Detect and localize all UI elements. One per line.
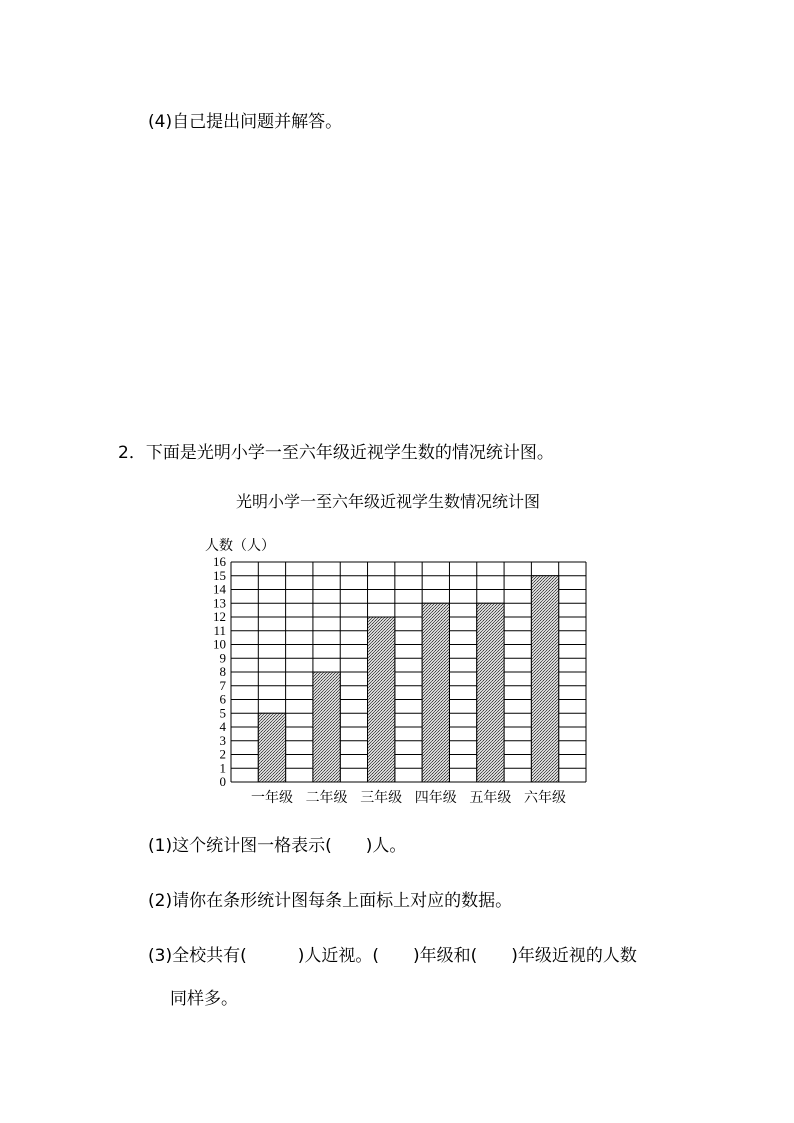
bar-chart [195,482,605,812]
y-tick-label: 14 [213,581,226,597]
y-tick-label: 10 [213,636,226,652]
x-tick-label: 六年级 [524,790,567,806]
question-2-part-3-line-1: (3)全校共有( )人近视。( )年级和( )年级近视的人数 [148,946,637,966]
y-tick-label: 11 [213,622,226,638]
y-tick-label: 15 [213,567,226,583]
y-tick-label: 8 [219,664,226,679]
y-tick-label: 13 [213,595,226,611]
y-tick-label: 0 [219,774,226,789]
y-tick-labels [213,554,227,789]
y-tick-label: 12 [213,609,226,624]
x-tick-label: 四年级 [414,790,457,806]
chart-bars [258,576,558,782]
y-tick-label: 1 [219,760,226,776]
question-2-intro: 2．下面是光明小学一至六年级近视学生数的情况统计图。 [118,443,554,463]
bar-6 [531,576,558,782]
y-axis-label: 人数（人） [205,538,275,554]
y-tick-label: 5 [219,705,226,721]
question-2-part-2: (2)请你在条形统计图每条上面标上对应的数据。 [148,891,513,911]
bar-chart-svg [195,482,605,812]
question-4-text: (4)自己提出问题并解答。 [148,112,343,132]
x-tick-labels [251,789,566,806]
bar-3 [368,617,395,782]
bar-2 [313,672,340,782]
y-tick-label: 6 [219,691,226,707]
bar-4 [422,603,449,782]
x-tick-label: 二年级 [305,790,348,806]
y-tick-label: 2 [219,746,226,762]
bar-1 [258,713,285,782]
x-tick-label: 一年级 [250,790,293,806]
x-tick-label: 五年级 [469,790,512,806]
y-tick-label: 3 [219,732,226,748]
y-tick-label: 16 [213,554,226,569]
y-tick-label: 9 [219,650,226,666]
y-tick-label: 4 [219,719,226,734]
question-2-part-3-line-2: 同样多。 [170,989,238,1009]
chart-title: 光明小学一至六年级近视学生数情况统计图 [235,492,541,511]
y-tick-label: 7 [219,677,226,693]
bar-5 [477,603,504,782]
question-2-part-1: (1)这个统计图一格表示( )人。 [148,836,407,856]
x-tick-label: 三年级 [360,790,403,806]
